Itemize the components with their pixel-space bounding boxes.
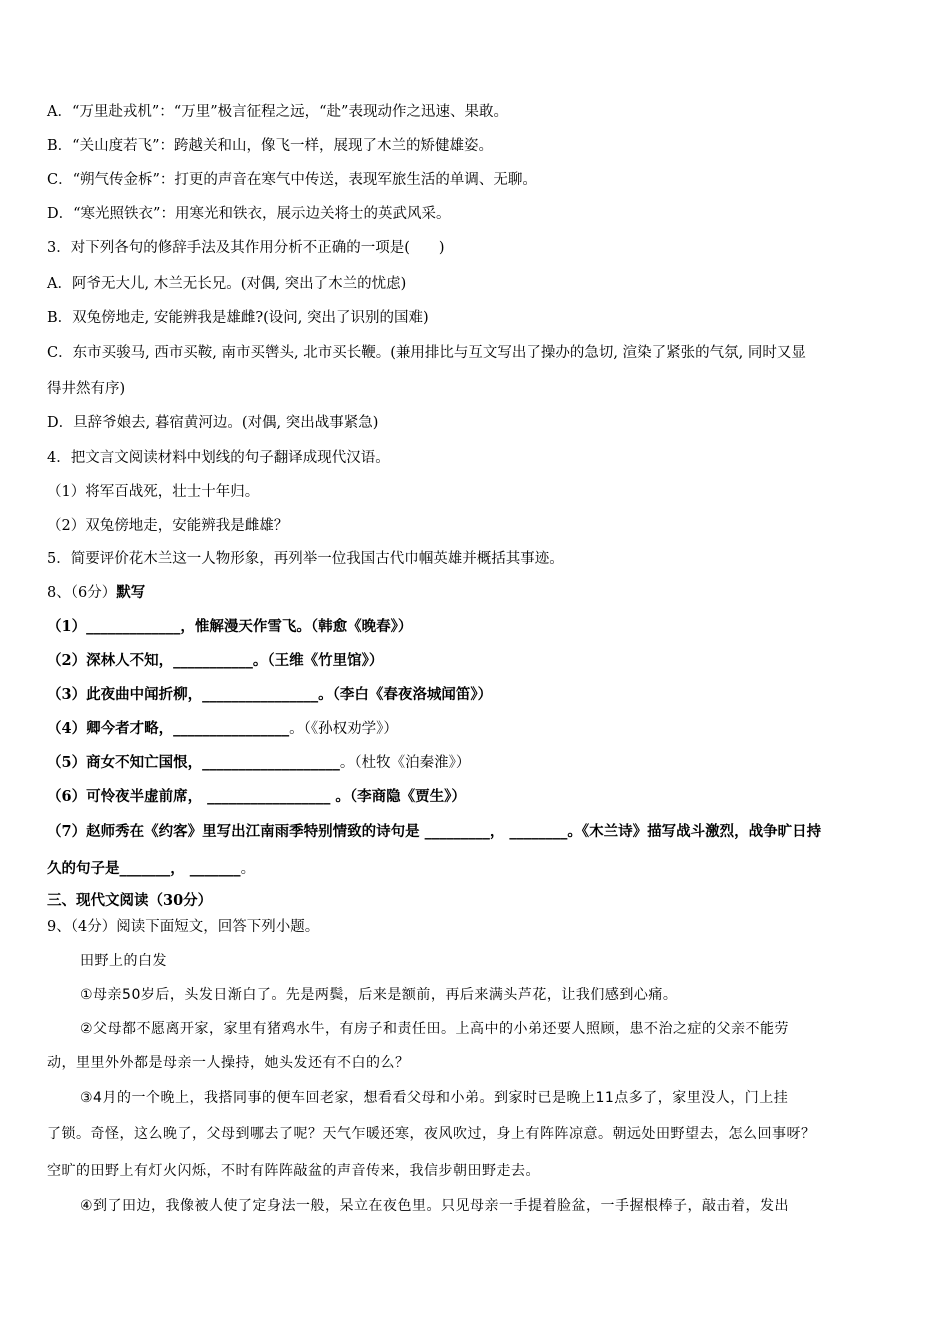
q2-option-d: D．“寒光照铁衣”：用寒光和铁衣，展示边关将士的英武风采。 bbox=[47, 206, 451, 222]
q8-heading bbox=[47, 583, 145, 603]
q8-line-7b bbox=[47, 859, 255, 879]
q8-line-1: （1）_____________，惟解漫天作雪飞。（韩愈《晚春》） bbox=[47, 618, 413, 635]
q8-line-3: （3）此夜曲中闻折柳，________________。（李白《春夜洛城闻笛》） bbox=[47, 686, 493, 703]
q3-option-b: B．双兔傍地走, 安能辨我是雄雌?(设问, 突出了识别的国难) bbox=[47, 310, 429, 326]
story-paragraph-3-line3: 空旷的田野上有灯火闪烁，不时有阵阵敲盆的声音传来，我信步朝田野走去。 bbox=[47, 1163, 540, 1179]
q4-sentence-1: （1）将军百战死，壮士十年归。 bbox=[47, 484, 260, 500]
story-paragraph-2-line1: ②父母都不愿离开家，家里有猪鸡水牛，有房子和责任田。上高中的小弟还要人照顾，患不治之症的父亲不能劳 bbox=[80, 1021, 790, 1037]
story-title: 田野上的白发 bbox=[80, 953, 167, 969]
q8-line-4-main: （4）卿今者才略，________________ bbox=[47, 720, 290, 737]
story-paragraph-3-line1: ③4月的一个晚上，我搭同事的便车回老家，想看看父母和小弟。到家时已是晚上11点多了，家里没人，门上挂 bbox=[80, 1090, 789, 1106]
q8-line-5-source: 。（杜牧《泊秦淮》） bbox=[339, 755, 471, 771]
q3-stem: 3．对下列各句的修辞手法及其作用分析不正确的一项是( ) bbox=[47, 240, 445, 256]
q2-option-c: C．“朔气传金柝”：打更的声音在寒气中传送，表现军旅生活的单调、无聊。 bbox=[47, 172, 537, 188]
q2-option-b: B．“关山度若飞”：跨越关和山，像飞一样，展现了木兰的矫健雄姿。 bbox=[47, 138, 493, 154]
q8-line-7b-main: 久的句子是_______， _______ bbox=[47, 860, 241, 877]
q8-line-4-source: 。（《孙权劝学》） bbox=[289, 721, 398, 737]
q8-line-5-main: （5）商女不知亡国恨，___________________ bbox=[47, 754, 340, 771]
q8-number: 8、（6分） bbox=[47, 585, 117, 601]
story-paragraph-3-line2: 了锁。奇怪，这么晚了，父母到哪去了呢？天气乍暖还寒，夜风吹过，身上有阵阵凉意。朝远处田野望去，怎么回事呀？ bbox=[47, 1126, 816, 1142]
story-paragraph-1: ①母亲50岁后，头发日渐白了。先是两鬓，后来是额前，再后来满头芦花，让我们感到心痛。 bbox=[80, 987, 678, 1003]
q8-line-7a: （7）赵师秀在《约客》里写出江南雨季特别情致的诗句是 _________， ________。《木兰诗》描写战斗激烈，战争旷日持 bbox=[47, 823, 822, 840]
q8-line-7b-end: 。 bbox=[240, 861, 256, 877]
q8-line-5 bbox=[47, 753, 470, 773]
q3-option-c-line2: 得井然有序) bbox=[47, 381, 126, 397]
q5-stem: 5．简要评价花木兰这一人物形象，再列举一位我国古代巾帼英雄并概括其事迹。 bbox=[47, 551, 564, 567]
q3-option-c-line1: C．东市买骏马, 西市买鞍, 南市买辔头, 北市买长鞭。(兼用排比与互文写出了操办的急切, 渲染了紧张的气氛, 同时又显 bbox=[47, 345, 806, 361]
section-3-title: 三、现代文阅读（30分） bbox=[47, 892, 213, 909]
q8-title: 默写 bbox=[116, 584, 146, 601]
q4-sentence-2: （2）双兔傍地走，安能辨我是雌雄？ bbox=[47, 518, 289, 534]
q2-option-a: A．“万里赴戎机”：“万里”极言征程之远，“赴”表现动作之迅速、果敢。 bbox=[47, 104, 508, 120]
q9-stem: 9、（4分）阅读下面短文，回答下列小题。 bbox=[47, 919, 320, 935]
q3-option-a: A．阿爷无大儿, 木兰无长兄。(对偶, 突出了木兰的忧虑) bbox=[47, 276, 407, 292]
q8-line-6: （6）可怜夜半虚前席， _________________ 。（李商隐《贾生》） bbox=[47, 788, 466, 805]
story-paragraph-4-line1: ④到了田边，我像被人使了定身法一般，呆立在夜色里。只见母亲一手提着脸盆，一手握根棒子，敲击着，发出 bbox=[80, 1198, 790, 1214]
story-paragraph-2-line2: 动，里里外外都是母亲一人操持，她头发还有不白的么？ bbox=[47, 1055, 410, 1071]
q3-option-d: D．旦辞爷娘去, 暮宿黄河边。(对偶, 突出战事紧急) bbox=[47, 415, 379, 431]
q4-stem: 4．把文言文阅读材料中划线的句子翻译成现代汉语。 bbox=[47, 450, 390, 466]
q8-line-2: （2）深林人不知，___________。（王维《竹里馆》） bbox=[47, 652, 384, 669]
q8-line-4 bbox=[47, 719, 398, 739]
